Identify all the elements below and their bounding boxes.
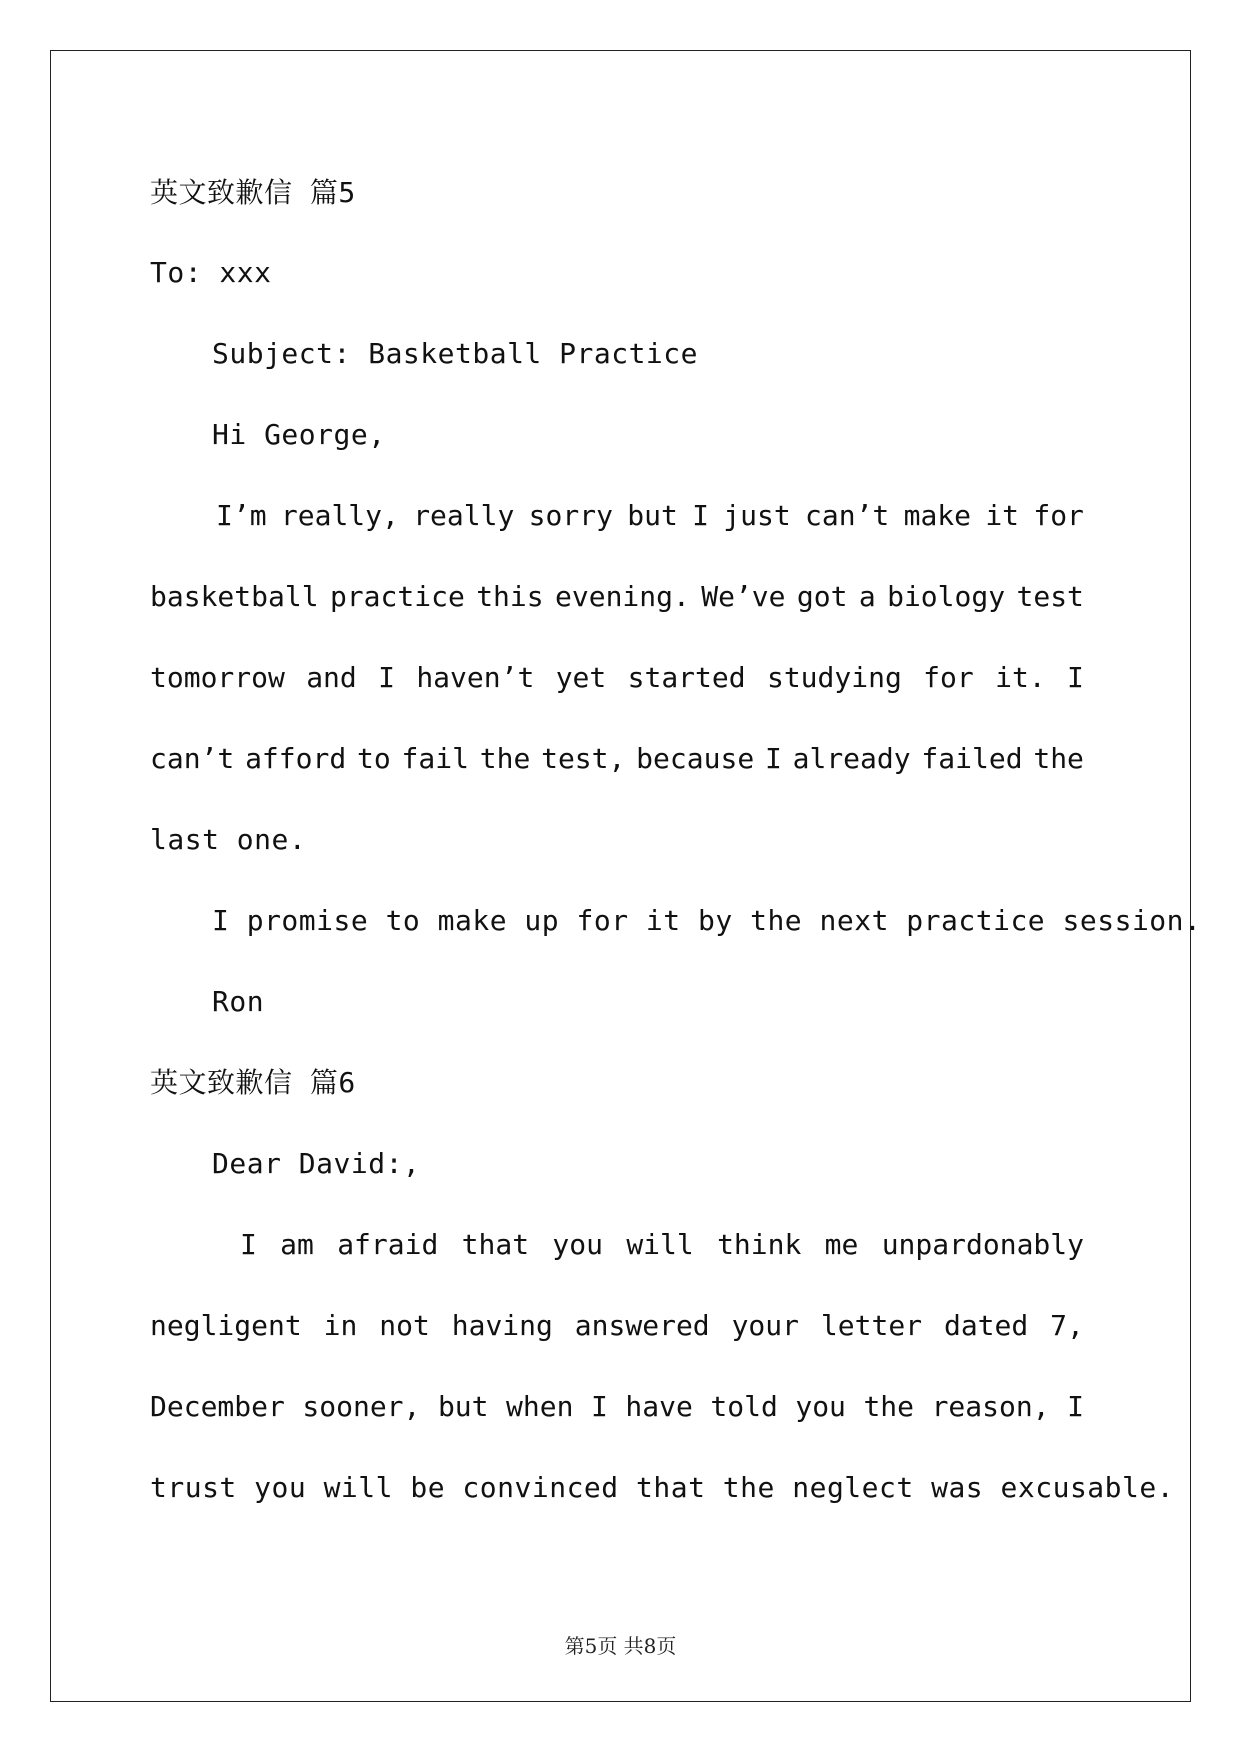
word: fail bbox=[401, 742, 469, 775]
word: can’t bbox=[150, 742, 235, 775]
word: tomorrow bbox=[150, 661, 285, 694]
word: but bbox=[627, 499, 678, 532]
word: think bbox=[717, 1228, 802, 1261]
word: having bbox=[451, 1309, 553, 1342]
word: will bbox=[626, 1228, 694, 1261]
letter6-greeting: Dear David:, bbox=[212, 1147, 421, 1180]
word: sooner, bbox=[302, 1390, 421, 1423]
letter5-to: To: xxx bbox=[150, 256, 272, 289]
word: am bbox=[280, 1228, 314, 1261]
letter5-heading: 英文致歉信 篇5 bbox=[150, 176, 356, 209]
word: I bbox=[240, 1228, 257, 1261]
word: make bbox=[903, 499, 972, 532]
word: when bbox=[506, 1390, 574, 1423]
word: haven’t bbox=[416, 661, 535, 694]
word: you bbox=[552, 1228, 603, 1261]
word: yet bbox=[555, 661, 607, 694]
word: test bbox=[1016, 580, 1084, 613]
word: letter bbox=[820, 1309, 923, 1342]
word: December bbox=[150, 1390, 285, 1423]
word: We’ve bbox=[701, 580, 786, 613]
word: told bbox=[710, 1390, 778, 1423]
word: negligent bbox=[150, 1309, 302, 1342]
word: it bbox=[985, 499, 1020, 532]
letter5-para1-line2 bbox=[150, 579, 1084, 615]
letter6-heading: 英文致歉信 篇6 bbox=[150, 1066, 356, 1099]
letter5-para2: I promise to make up for it by the next practice session. bbox=[212, 904, 1202, 937]
word: me bbox=[824, 1228, 859, 1261]
word: started bbox=[627, 661, 746, 694]
word: evening. bbox=[555, 580, 690, 613]
letter5-signature: Ron bbox=[212, 985, 265, 1018]
letter5-para1-line3 bbox=[150, 660, 1084, 696]
word: test, bbox=[541, 742, 626, 775]
word: afford bbox=[245, 742, 347, 775]
word: not bbox=[379, 1309, 430, 1342]
word: really, bbox=[280, 499, 399, 532]
word: have bbox=[625, 1390, 693, 1423]
word: in bbox=[323, 1309, 358, 1342]
word: this bbox=[476, 580, 544, 613]
word: I bbox=[378, 661, 395, 694]
word: can’t bbox=[805, 499, 890, 532]
word: failed bbox=[921, 742, 1023, 775]
word: afraid bbox=[337, 1228, 439, 1261]
word: 7, bbox=[1050, 1309, 1084, 1342]
word: reason, bbox=[931, 1390, 1050, 1423]
word: I bbox=[692, 499, 709, 532]
word: biology bbox=[887, 580, 1006, 613]
word: already bbox=[792, 742, 911, 775]
word: to bbox=[357, 742, 391, 775]
word: the bbox=[1033, 742, 1084, 775]
letter6-para1-line1 bbox=[240, 1227, 1084, 1263]
word: it. bbox=[995, 661, 1046, 694]
letter5-para1-line5: last one. bbox=[150, 823, 307, 856]
word: because bbox=[636, 742, 755, 775]
word: that bbox=[461, 1228, 530, 1261]
letter6-para1-line4: trust you will be convinced that the neglect was excusable. bbox=[150, 1471, 1175, 1504]
letter6-para1-line2 bbox=[150, 1308, 1084, 1344]
word: and bbox=[306, 661, 357, 694]
letter5-para1-line4 bbox=[150, 741, 1084, 777]
word: really bbox=[413, 499, 515, 532]
letter5-para1-line1 bbox=[216, 498, 1084, 534]
word: studying bbox=[766, 661, 902, 694]
word: for bbox=[923, 661, 974, 694]
word: answered bbox=[574, 1309, 710, 1342]
word: the bbox=[863, 1390, 915, 1423]
word: you bbox=[795, 1390, 846, 1423]
word: just bbox=[723, 499, 791, 532]
word: unpardonably bbox=[881, 1228, 1084, 1261]
word: I’m bbox=[216, 499, 267, 532]
word: I bbox=[764, 742, 782, 775]
letter6-para1-line3 bbox=[150, 1389, 1084, 1425]
page-number-footer: 第5页 共8页 bbox=[564, 1634, 677, 1658]
word: a bbox=[858, 580, 876, 613]
word: I bbox=[591, 1390, 608, 1423]
word: I bbox=[1067, 1390, 1084, 1423]
word: basketball bbox=[150, 580, 319, 613]
word: your bbox=[731, 1309, 799, 1342]
word: the bbox=[479, 742, 531, 775]
word: I bbox=[1067, 661, 1084, 694]
word: dated bbox=[943, 1309, 1029, 1342]
word: but bbox=[437, 1390, 489, 1423]
page-border bbox=[50, 50, 1191, 1702]
letter5-subject: Subject: Basketball Practice bbox=[212, 337, 699, 370]
word: got bbox=[796, 580, 848, 613]
letter5-greeting: Hi George, bbox=[212, 418, 386, 451]
word: sorry bbox=[528, 499, 613, 532]
word: practice bbox=[329, 580, 465, 613]
word: for bbox=[1033, 499, 1084, 532]
